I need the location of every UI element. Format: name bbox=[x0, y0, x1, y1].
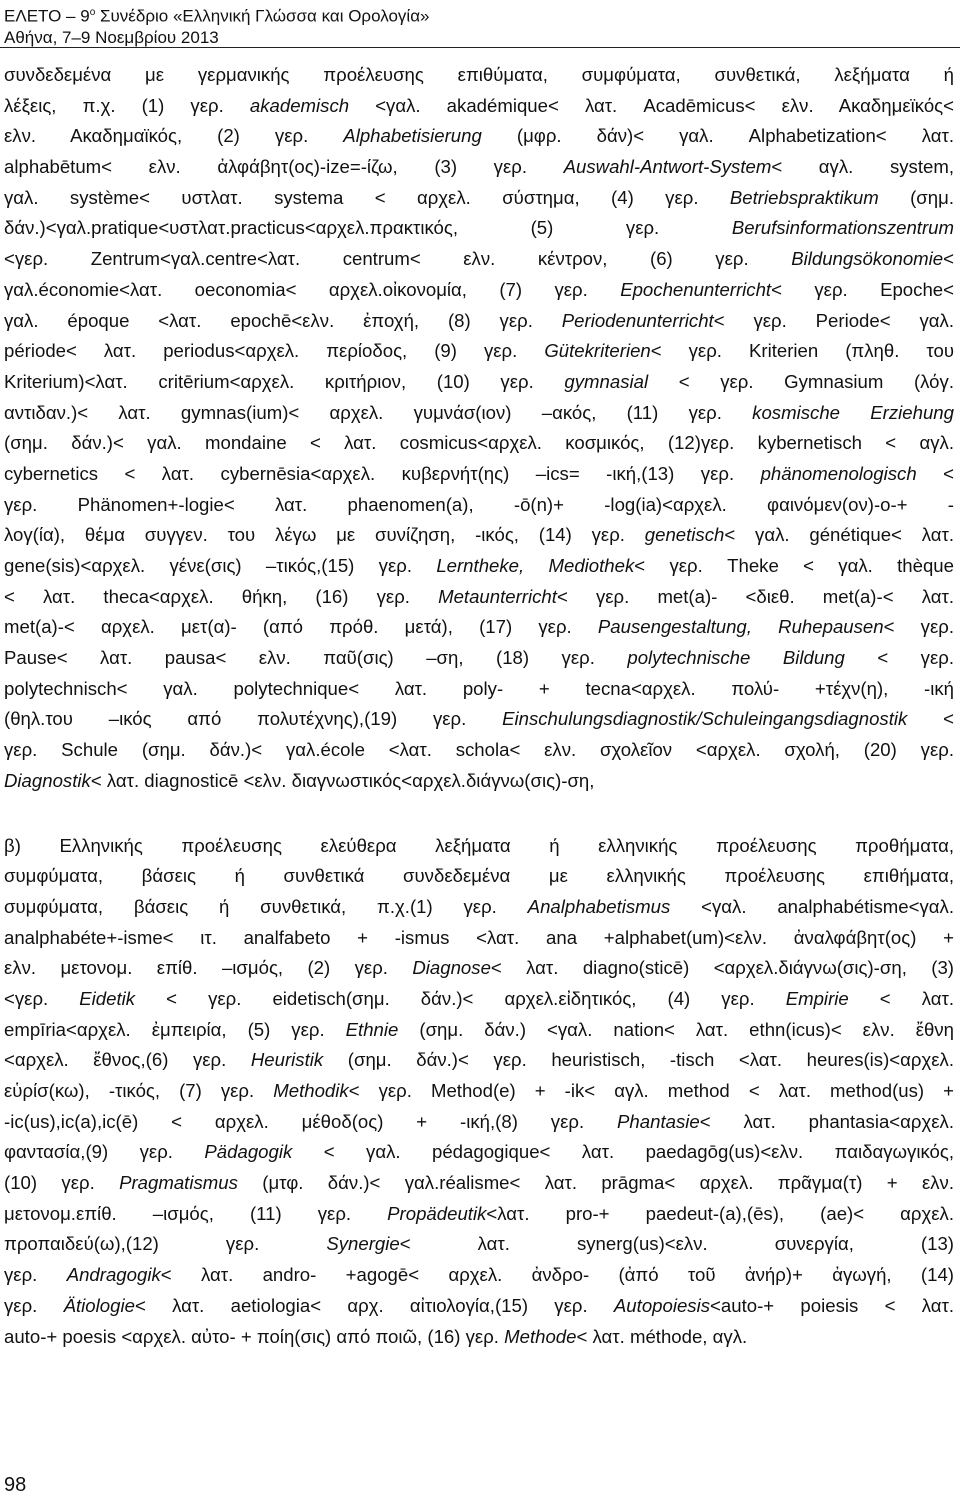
text-run: < λατ. phantasia<αρχελ. bbox=[699, 1110, 954, 1132]
text-line bbox=[4, 735, 954, 766]
text-line bbox=[4, 831, 954, 862]
italic-term: Phantasie bbox=[617, 1110, 700, 1132]
italic-term: Synergie bbox=[326, 1233, 400, 1255]
text-run: γαλ. système< υστλατ. systema < αρχελ. σύστημα, (4) γερ. bbox=[4, 186, 730, 208]
text-line bbox=[4, 1045, 954, 1076]
italic-term: Auswahl-Antwort-System bbox=[563, 156, 772, 178]
text-run: < λατ. synerg(us)<ελν. συνεργία, (13) bbox=[399, 1233, 954, 1255]
text-line bbox=[4, 336, 954, 367]
text-run: γαλ.économie<λατ. oeconomia< αρχελ.οἰκονομία, (7) γερ. bbox=[4, 278, 621, 300]
text-run: < bbox=[907, 708, 954, 730]
text-run: (σημ. δάν.)< γαλ. mondaine < λατ. cosmicus<αρχελ. κοσμικός, (12)γερ. kybernetisch < αγλ. bbox=[4, 432, 954, 454]
text-run: Pause< λατ. pausa< ελν. παῦ(σις) –ση, (18) γερ. bbox=[4, 647, 628, 669]
text-run: < γερ. eidetisch(σημ. δάν.)< αρχελ.εἰδητικός, (4) γερ. bbox=[135, 987, 786, 1009]
text-run: γερ. Phänomen+-logie< λατ. phaenomen(a), -ō(n)+ -log(ia)<αρχελ. φαινόμεν(ον)-ο-+ - bbox=[4, 493, 954, 515]
italic-term: polytechnische Bildung bbox=[627, 647, 845, 669]
text-run: συνδεδεμένα με γερμανικής προέλευσης επιθύματα, συμφύματα, συνθετικά, λεξήματα ή bbox=[4, 64, 954, 85]
text-run: < λατ. diagnosticē <ελν. διαγνωστικός<αρχελ.διάγνω(σις)-ση, bbox=[90, 769, 595, 791]
italic-term: Analphabetismus bbox=[527, 895, 671, 917]
text-line bbox=[4, 1137, 954, 1168]
text-run: < γερ. bbox=[883, 616, 955, 638]
text-run: < γερ. Gymnasium (λόγ. bbox=[648, 370, 954, 392]
italic-term: Alphabetisierung bbox=[343, 125, 482, 147]
text-run: < γερ. Method(e) + -ik< αγλ. method < λατ. method(us) + bbox=[348, 1080, 954, 1101]
text-run: ελν. Ακαδημαϊκός, (2) γερ. bbox=[4, 125, 344, 147]
document-body bbox=[4, 60, 954, 1352]
text-run: συμφύματα, βάσεις ή συνθετικά, π.χ.(1) γερ. bbox=[4, 895, 528, 917]
text-run: < bbox=[916, 462, 954, 484]
text-run: ελν. μετονομ. επίθ. –ισμός, (2) γερ. bbox=[4, 957, 413, 979]
paragraph-gap bbox=[4, 797, 954, 831]
text-line bbox=[4, 520, 954, 551]
text-run: < λατ. bbox=[848, 987, 955, 1009]
text-line bbox=[4, 892, 954, 923]
text-run: < γερ. bbox=[844, 647, 955, 669]
text-run: λέξεις, π.χ. (1) γερ. bbox=[4, 94, 250, 116]
text-line bbox=[4, 60, 954, 91]
header-conference bbox=[4, 2, 429, 27]
text-run: < λατ. méthode, αγλ. bbox=[576, 1325, 748, 1347]
text-line bbox=[4, 582, 954, 613]
text-run: < γερ. Theke < γαλ. thèque bbox=[634, 555, 954, 576]
running-header bbox=[4, 2, 429, 48]
italic-term: phänomenologisch bbox=[760, 462, 917, 484]
text-line bbox=[4, 152, 954, 183]
text-line bbox=[4, 674, 954, 705]
text-line bbox=[4, 1322, 954, 1353]
text-run: < λατ. diagno(sticē) <αρχελ.διάγνω(σις)-ση, (3) bbox=[490, 957, 954, 979]
italic-term: Heuristik bbox=[250, 1049, 324, 1071]
text-run: <λατ. pro-+ paedeut-(a),(ēs), (ae)< αρχελ. bbox=[486, 1202, 954, 1224]
text-run: < γερ. Kriterien (πληθ. του bbox=[650, 340, 955, 362]
text-line bbox=[4, 766, 954, 797]
text-line bbox=[4, 612, 954, 643]
text-run: < λατ. andro- +agogē< αρχελ. ἀνδρο- (ἀπό τοῦ ἀνήρ)+ ἀγωγή, (14) bbox=[160, 1264, 954, 1286]
text-line bbox=[4, 244, 954, 275]
text-line bbox=[4, 984, 954, 1015]
text-run: αντιδαν.)< λατ. gymnas(ium)< αρχελ. γυμνάσ(ιον) –ακός, (11) γερ. bbox=[4, 401, 753, 423]
italic-term: genetisch bbox=[644, 524, 725, 546]
text-run: γερ. bbox=[4, 1294, 64, 1316]
header-divider bbox=[0, 47, 960, 48]
header-ordinal: ο bbox=[89, 7, 96, 18]
text-run: προπαιδεύ(ω),(12) γερ. bbox=[4, 1233, 327, 1255]
text-run: εὑρίσ(κω), -τικός, (7) γερ. bbox=[4, 1080, 274, 1101]
text-line bbox=[4, 1229, 954, 1260]
text-line bbox=[4, 1260, 954, 1291]
italic-term: Methodik bbox=[273, 1080, 349, 1101]
italic-term: Ätiologie bbox=[63, 1294, 135, 1316]
italic-term: Pädagogik bbox=[204, 1141, 293, 1163]
text-line bbox=[4, 428, 954, 459]
italic-term: Diagnostik bbox=[4, 769, 91, 791]
text-line bbox=[4, 1076, 954, 1107]
italic-term: Epochenunterricht bbox=[620, 278, 772, 300]
text-run: polytechnisch< γαλ. polytechnique< λατ. poly- + tecna<αρχελ. πολύ- +τέχν(η), -ική bbox=[4, 677, 954, 699]
text-run: < λατ. aetiologia< αρχ. αἰτιολογία,(15) γερ. bbox=[134, 1294, 614, 1316]
text-run: (10) γερ. bbox=[4, 1172, 120, 1194]
text-run: met(a)-< αρχελ. μετ(α)- (από πρόθ. μετά), (17) γερ. bbox=[4, 616, 598, 638]
text-run: δάν.)<γαλ.pratique<υστλατ.practicus<αρχελ.πρακτικός, (5) γερ. bbox=[4, 217, 732, 239]
paragraph-examples-greek bbox=[4, 831, 954, 1353]
italic-term: Diagnose bbox=[412, 957, 491, 979]
text-run: < αγλ. system, bbox=[771, 156, 954, 178]
text-line bbox=[4, 1199, 954, 1230]
italic-term: Pragmatismus bbox=[119, 1172, 238, 1194]
text-line bbox=[4, 643, 954, 674]
italic-term: Eidetik bbox=[79, 987, 136, 1009]
text-run: γερ. bbox=[4, 1264, 67, 1286]
text-run: < λατ. theca<αρχελ. θήκη, (16) γερ. bbox=[4, 585, 439, 607]
text-run: συμφύματα, βάσεις ή συνθετικά συνδεδεμένα με ελληνικής προέλευσης επιθήματα, bbox=[4, 865, 954, 887]
text-run: auto-+ poesis <αρχελ. αὐτο- + ποίη(σις) από ποιῶ, (16) γερ. bbox=[4, 1325, 505, 1347]
text-run: μετονομ.επίθ. –ισμός, (11) γερ. bbox=[4, 1202, 388, 1224]
text-line bbox=[4, 490, 954, 521]
text-run: cybernetics < λατ. cybernēsia<αρχελ. κυβερνήτ(ης) –ics= -ική,(13) γερ. bbox=[4, 462, 761, 484]
italic-term: Periodenunterricht bbox=[561, 309, 714, 331]
text-run: (μφρ. δάν)< γαλ. Alphabetization< λατ. bbox=[481, 125, 954, 147]
text-line bbox=[4, 1291, 954, 1322]
text-line bbox=[4, 275, 954, 306]
text-run: (σημ. δάν.)< γερ. heuristisch, -tisch <λατ. heures(is)<αρχελ. bbox=[323, 1049, 954, 1071]
text-line bbox=[4, 459, 954, 490]
italic-term: Pausengestaltung, Ruhepausen bbox=[597, 616, 884, 638]
italic-term: Methode bbox=[504, 1325, 577, 1347]
text-run: φαντασία,(9) γερ. bbox=[4, 1141, 205, 1163]
text-run: (σημ. δάν.) <γαλ. nation< λατ. ethn(icus)< ελν. ἔθνη bbox=[398, 1018, 954, 1040]
text-line bbox=[4, 367, 954, 398]
text-run: < γαλ. génétique< λατ. bbox=[724, 524, 954, 546]
italic-term: Berufsinformationszentrum bbox=[731, 217, 954, 239]
text-line bbox=[4, 704, 954, 735]
paragraph-examples-german bbox=[4, 60, 954, 797]
text-run: < γερ. Epoche< bbox=[771, 278, 954, 300]
text-run: < bbox=[943, 248, 954, 270]
text-run: < γαλ. pédagogique< λατ. paedagōg(us)<ελν. παιδαγωγικός, bbox=[292, 1141, 954, 1163]
italic-term: Einschulungsdiagnostik/Schuleingangsdiagnostik bbox=[502, 708, 908, 730]
text-run: <auto-+ poiesis < λατ. bbox=[710, 1294, 954, 1316]
text-line bbox=[4, 398, 954, 429]
text-run: <αρχελ. ἔθνος,(6) γερ. bbox=[4, 1049, 251, 1071]
text-line bbox=[4, 306, 954, 337]
italic-term: Betriebspraktikum bbox=[729, 186, 879, 208]
text-run: (θηλ.του –ικός από πολυτέχνης),(19) γερ. bbox=[4, 708, 503, 730]
text-run: alphabētum< ελν. ἀλφάβητ(ος)-ize=-ίζω, (3) γερ. bbox=[4, 156, 564, 178]
italic-term: Gütekriterien bbox=[544, 340, 651, 362]
text-run: <γερ. bbox=[4, 987, 80, 1009]
text-run: (σημ. bbox=[878, 186, 954, 208]
text-line bbox=[4, 861, 954, 892]
page-number: 98 bbox=[4, 1474, 27, 1496]
italic-term: Empirie bbox=[785, 987, 849, 1009]
text-run: période< λατ. periodus<αρχελ. περίοδος, (9) γερ. bbox=[4, 340, 545, 362]
text-line bbox=[4, 1107, 954, 1138]
text-run: <γαλ. analphabétisme<γαλ. bbox=[670, 895, 954, 917]
italic-term: Bildungsökonomie bbox=[791, 248, 944, 270]
text-line bbox=[4, 121, 954, 152]
text-line bbox=[4, 551, 954, 582]
italic-term: gymnasial bbox=[564, 370, 649, 392]
text-line bbox=[4, 923, 954, 954]
text-run: (μτφ. δάν.)< γαλ.réalisme< λατ. prāgma< αρχελ. πρᾶγμα(τ) + ελν. bbox=[237, 1172, 954, 1194]
text-run: analphabéte+-isme< ιτ. analfabeto + -ismus <λατ. ana +alphabet(um)<ελν. ἀναλφάβητ(ος) + bbox=[4, 926, 954, 948]
text-line bbox=[4, 1168, 954, 1199]
text-run: γαλ. époque <λατ. epochē<ελν. ἐποχή, (8) γερ. bbox=[4, 309, 562, 331]
italic-term: kosmische Erziehung bbox=[752, 401, 954, 423]
text-line bbox=[4, 1015, 954, 1046]
italic-term: Ethnie bbox=[345, 1018, 399, 1040]
text-line bbox=[4, 953, 954, 984]
text-run: empīria<αρχελ. ἐμπειρία, (5) γερ. bbox=[4, 1018, 346, 1040]
text-line bbox=[4, 213, 954, 244]
header-location-date: Αθήνα, 7–9 Νοεμβρίου 2013 bbox=[4, 27, 219, 47]
text-run: <γαλ. akadémique< λατ. Acadēmicus< ελν. Ακαδημεϊκός< bbox=[349, 94, 954, 116]
text-run: gene(sis)<αρχελ. γένε(σις) –τικός,(15) γερ. bbox=[4, 555, 437, 576]
header-title: Συνέδριο «Ελληνική Γλώσσα και Ορολογία» bbox=[95, 6, 430, 26]
text-run: Kriterium)<λατ. critērium<αρχελ. κριτήριον, (10) γερ. bbox=[4, 370, 565, 392]
text-run: <γερ. Zentrum<γαλ.centre<λατ. centrum< ελν. κέντρον, (6) γερ. bbox=[4, 248, 792, 270]
text-run: -ic(us),ic(a),ic(ē) < αρχελ. μέθοδ(ος) + -ική,(8) γερ. bbox=[4, 1110, 618, 1132]
text-run: < γερ. met(a)- <διεθ. met(a)-< λατ. bbox=[556, 585, 954, 607]
text-run: λογ(ία), θέμα συγγεν. του λέγω με συνίζηση, -ικός, (14) γερ. bbox=[4, 524, 645, 546]
italic-term: Autopoiesis bbox=[613, 1294, 711, 1316]
header-prefix: ΕΛΕΤΟ – 9 bbox=[4, 6, 90, 26]
text-line bbox=[4, 183, 954, 214]
italic-term: Lerntheke, Mediothek bbox=[436, 555, 635, 576]
text-line bbox=[4, 91, 954, 122]
text-run: γερ. Schule (σημ. δάν.)< γαλ.école <λατ. schola< ελν. σχολεῖον <αρχελ. σχολή, (20) γερ. bbox=[4, 739, 954, 761]
text-run: < γερ. Periode< γαλ. bbox=[713, 309, 954, 331]
italic-term: Propädeutik bbox=[387, 1202, 487, 1224]
italic-term: akademisch bbox=[249, 94, 350, 116]
italic-term: Andragogik bbox=[66, 1264, 161, 1286]
italic-term: Metaunterricht bbox=[438, 585, 557, 607]
text-run: β) Ελληνικής προέλευσης ελεύθερα λεξήματα ή ελληνικής προέλευσης προθήματα, bbox=[4, 834, 954, 856]
